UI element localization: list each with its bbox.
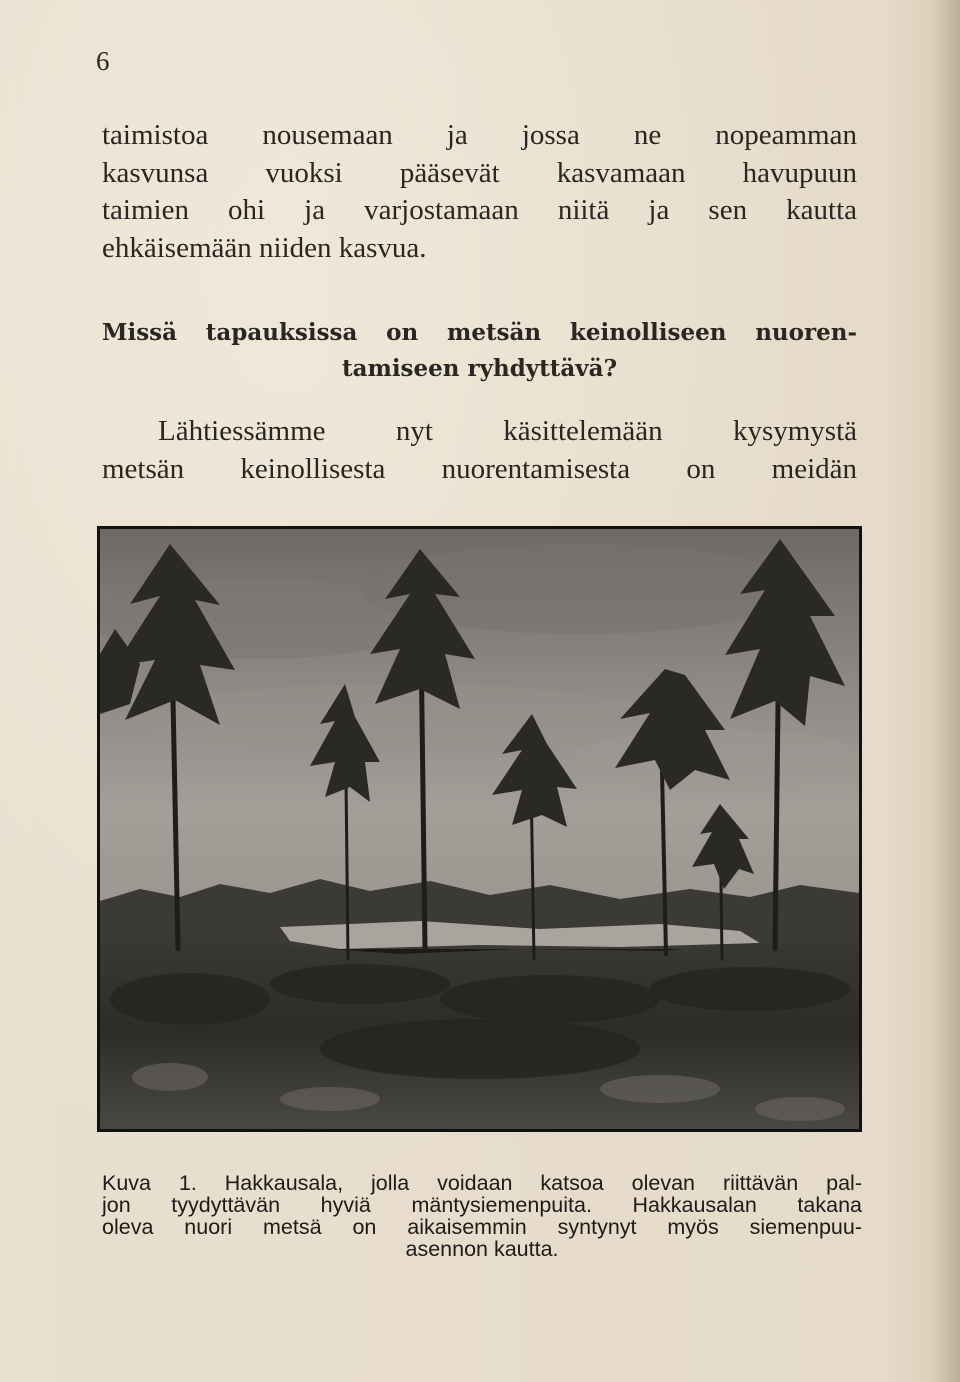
text-line: taimistoa nousemaan ja jossa ne nopeamman — [102, 119, 857, 151]
caption-line: jon tyydyttävän hyviä mäntysiemenpuita. Hakkausalan takana — [102, 1193, 862, 1217]
forest-photo-illustration — [100, 529, 859, 1129]
paragraph-body — [102, 413, 857, 488]
caption-line: oleva nuori metsä on aikaisemmin syntynyt myös siemenpuu- — [102, 1215, 862, 1239]
rock — [755, 1097, 845, 1121]
paragraph-intro — [102, 117, 857, 267]
text-line: metsän keinollisesta nuorentamisesta on meidän — [102, 452, 857, 485]
rock — [280, 1087, 380, 1111]
brush — [650, 967, 850, 1011]
brush — [440, 975, 660, 1023]
heading-line: tamiseen ryhdyttävä? — [341, 355, 618, 382]
text-line: ehkäisemään niiden kasvua. — [102, 231, 427, 264]
text-line: kasvunsa vuoksi pääsevät kasvamaan havupuun — [102, 156, 857, 189]
figure-caption — [102, 1172, 862, 1260]
brush — [320, 1019, 640, 1079]
caption-line: asennon kautta. — [405, 1237, 559, 1261]
figure-photo — [97, 526, 862, 1132]
section-heading — [102, 315, 857, 387]
caption-line: Kuva 1. Hakkausala, jolla voidaan katsoa olevan riittävän pal- — [102, 1171, 862, 1195]
brush — [270, 964, 450, 1004]
rock — [600, 1075, 720, 1103]
text-line: Lähtiessämme nyt käsittelemään kysymystä — [158, 415, 857, 447]
brush — [110, 973, 270, 1025]
page-edge-shadow — [932, 0, 960, 1382]
page-number: 6 — [96, 46, 110, 76]
heading-line: Missä tapauksissa on metsän keinolliseen nuoren- — [102, 319, 857, 346]
text-line: taimien ohi ja varjostamaan niitä ja sen kautta — [102, 194, 857, 226]
rock — [132, 1063, 208, 1091]
